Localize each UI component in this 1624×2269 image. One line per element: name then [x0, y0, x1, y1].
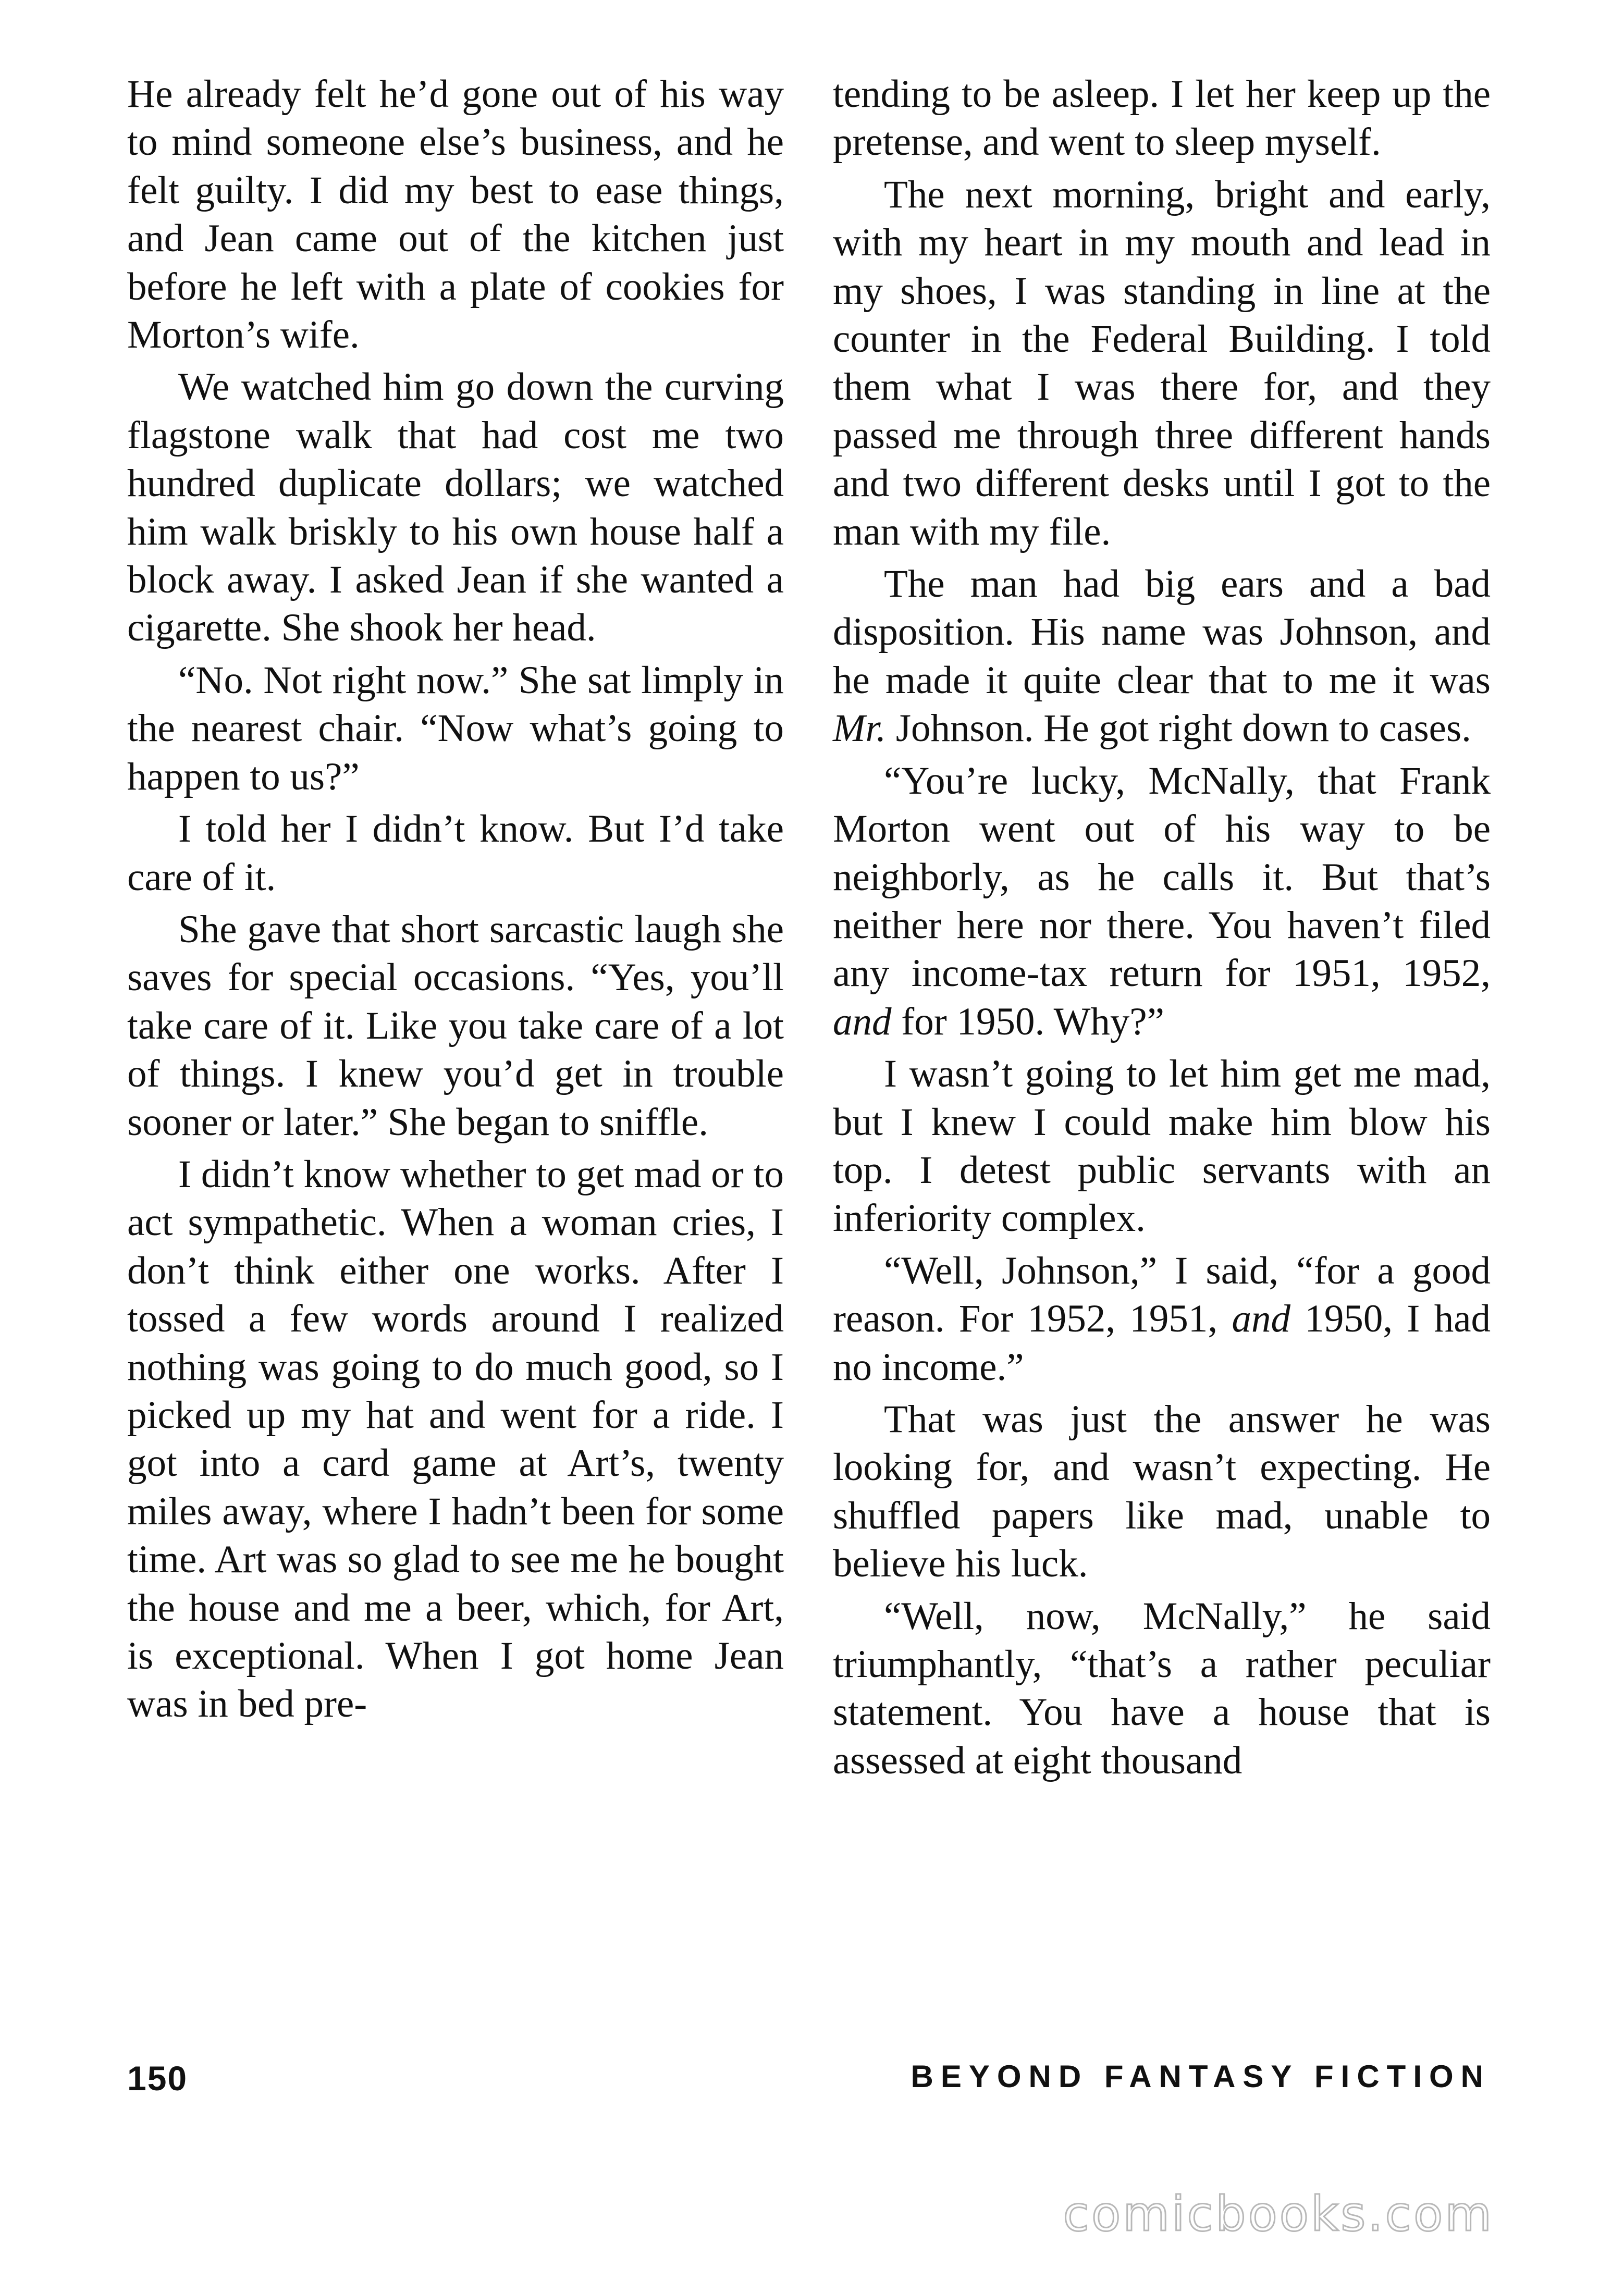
paragraph [833, 560, 1491, 753]
paragraph: I didn’t know whether to get mad or to act sympathetic. When a woman cries, I don’t think either one works. After I tossed a few words around I realized nothing was going to do much good, so I picked up my hat and went for a ride. I got into a card game at Art’s, twenty miles away, where I hadn’t been for some time. Art was so glad to see me he bought the house and me a beer, which, for Art, is exceptional. When I got home Jean was in bed pre- [127, 1152, 784, 1726]
italic-text: and [1232, 1297, 1290, 1341]
text-run: 1950, I had no income.” [833, 1297, 1491, 1389]
paragraph: I told her I didn’t know. But I’d take care of it. [127, 807, 784, 899]
text-column-right [833, 70, 1491, 1789]
text-run: The man had big ears and a bad disposition. His name was Johnson, and he made it quite clear that to me it was [833, 562, 1491, 702]
paragraph: He already felt he’d gone out of his way to mind someone else’s business, and he felt guilty. I did my best to ease things, and Jean came out of the kitchen just before he left with a plate of cookies for Morton’s wife. [127, 72, 784, 357]
paragraph: tending to be asleep. I let her keep up the pretense, and went to sleep myself. [833, 72, 1491, 164]
paragraph: “No. Not right now.” She sat limply in the nearest chair. “Now what’s going to happen to us?” [127, 658, 784, 798]
text-run: “Well, Johnson,” I said, “for a good reason. For 1952, 1951, [833, 1249, 1491, 1341]
paragraph: She gave that short sarcastic laugh she saves for special occasions. “Yes, you’ll take care of it. Like you take care of a lot of things. I knew you’d get in trouble sooner or later.” She began to sniffle. [127, 907, 784, 1144]
text-run: Johnson. He got right down to cases. [886, 707, 1471, 750]
paragraph: The next morning, bright and early, with my heart in my mouth and lead in my shoes, I was standing in line at the counter in the Federal Building. I told them what I was there for, and they passed me through three different hands and two different desks until I got to the man with my file. [833, 172, 1491, 553]
page-number: 150 [127, 2059, 188, 2098]
text-column-left [127, 70, 784, 1733]
page-footer [127, 2058, 1491, 2105]
italic-text: Mr. [833, 707, 887, 750]
paragraph: “Well, now, McNally,” he said triumphantly, “that’s a rather peculiar statement. You have a house that is assessed at eight thousand [833, 1594, 1491, 1782]
paragraph: I wasn’t going to let him get me mad, but I knew I could make him blow his top. I detest public servants with an inferiority complex. [833, 1052, 1491, 1240]
watermark: comicbooks.com [1063, 2186, 1494, 2242]
text-run: for 1950. Why?” [891, 1000, 1164, 1043]
paragraph: We watched him go down the curving flagstone walk that had cost me two hundred duplicate dollars; we watched him walk briskly to his own house half a block away. I asked Jean if she wanted a cigarette. She shook her head. [127, 365, 784, 650]
paragraph [833, 757, 1491, 1046]
running-head: BEYOND FANTASY FICTION [911, 2059, 1491, 2094]
paragraph [833, 1247, 1491, 1391]
italic-text: and [833, 1000, 892, 1043]
text-run: “You’re lucky, McNally, that Frank Morton went out of his way to be neighborly, as he calls it. But that’s neither here nor there. You haven’t filed any income-tax return for 1951, 1952, [833, 759, 1491, 995]
paragraph: That was just the answer he was looking for, and wasn’t expecting. He shuffled papers like mad, unable to believe his luck. [833, 1397, 1491, 1586]
